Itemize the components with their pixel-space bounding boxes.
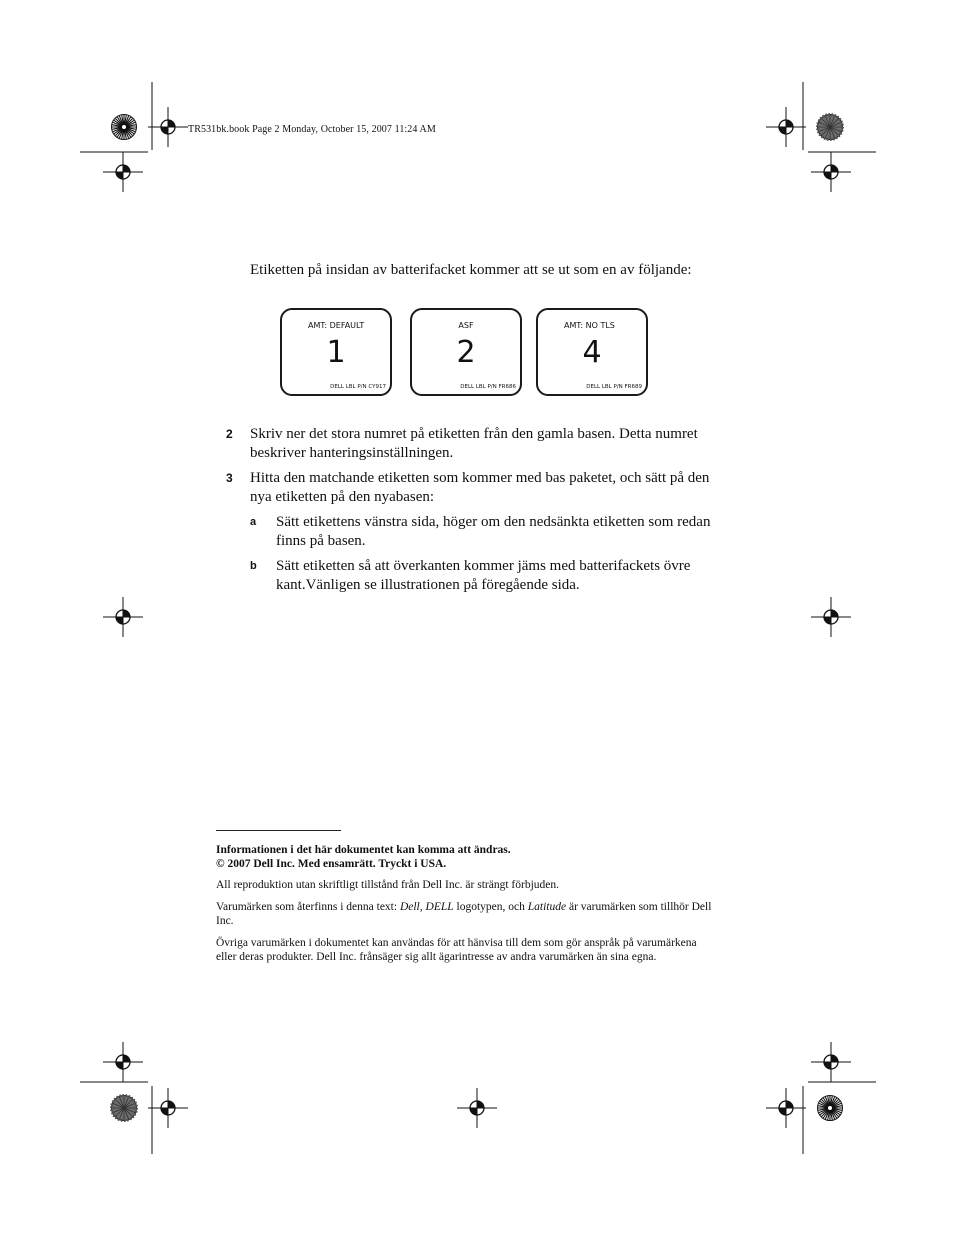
trademark-mid: logotypen, och bbox=[453, 901, 528, 913]
label-card-number: 2 bbox=[456, 335, 476, 370]
substep-b bbox=[250, 557, 726, 595]
trademark-suffix: är varumärken som tillhör Dell Inc. bbox=[216, 901, 712, 927]
label-card-part-number: DELL LBL P/N CY917 bbox=[330, 384, 386, 390]
trademark-prefix: Varumärken som återfinns i denna text: bbox=[216, 901, 400, 913]
intro-paragraph: Etiketten på insidan av batterifacket kommer att se ut som en av följande: bbox=[250, 262, 692, 278]
step-text: Skriv ner det stora numret på etiketten från den gamla basen. Detta numret beskriver hanteringsinställningen. bbox=[250, 426, 698, 461]
trademark-notice bbox=[216, 900, 716, 928]
substep-a bbox=[250, 513, 726, 551]
footnote-divider bbox=[216, 830, 341, 831]
print-slug: TR531bk.book Page 2 Monday, October 15, 2007 11:24 AM bbox=[188, 124, 436, 135]
label-card-number: 1 bbox=[326, 335, 346, 370]
substep-letter: b bbox=[250, 560, 257, 572]
step-3 bbox=[226, 469, 726, 595]
label-card-title: AMT: DEFAULT bbox=[308, 321, 365, 330]
legal-footer bbox=[216, 843, 716, 972]
substep-list bbox=[250, 513, 726, 595]
legal-notice bbox=[216, 843, 716, 871]
label-illustrations bbox=[280, 308, 656, 400]
step-number: 2 bbox=[226, 427, 233, 441]
substep-letter: a bbox=[250, 516, 257, 528]
step-number: 3 bbox=[226, 471, 233, 485]
trademark-dell-caps: DELL bbox=[425, 901, 454, 913]
notice-line-2: © 2007 Dell Inc. Med ensamrätt. Tryckt i USA. bbox=[216, 858, 447, 870]
trademark-dell: Dell bbox=[399, 901, 420, 913]
instruction-steps bbox=[226, 425, 726, 601]
label-card-4 bbox=[536, 308, 648, 396]
substep-text: Sätt etiketten så att överkanten kommer jäms med batterifackets övre kant.Vänligen se illustrationen på föregående sida. bbox=[276, 558, 691, 593]
label-card-title: ASF bbox=[458, 321, 474, 330]
label-card-2 bbox=[410, 308, 522, 396]
trademark-separator: , bbox=[419, 901, 426, 913]
label-card-part-number: DELL LBL P/N FR689 bbox=[586, 384, 642, 390]
other-trademarks-notice: Övriga varumärken i dokumentet kan användas för att hänvisa till dem som gör anspråk på varumärkena eller deras produkter. Dell Inc. frånsäger sig allt ägarintresse av andra varumärken än sina egna. bbox=[216, 937, 697, 963]
label-card-part-number: DELL LBL P/N FR686 bbox=[460, 384, 516, 390]
label-card-1 bbox=[280, 308, 392, 396]
reproduction-notice: All reproduktion utan skriftligt tillstånd från Dell Inc. är strängt förbjuden. bbox=[216, 879, 560, 891]
trademark-latitude: Latitude bbox=[527, 901, 567, 913]
label-card-title: AMT: NO TLS bbox=[564, 321, 615, 330]
label-card-number: 4 bbox=[582, 335, 602, 370]
step-text: Hitta den matchande etiketten som kommer med bas paketet, och sätt på den nya etiketten på den nyabasen: bbox=[250, 470, 710, 505]
step-2 bbox=[226, 425, 726, 463]
notice-line-1: Informationen i det här dokumentet kan komma att ändras. bbox=[216, 844, 511, 856]
substep-text: Sätt etikettens vänstra sida, höger om den nedsänkta etiketten som redan finns på basen. bbox=[276, 514, 711, 549]
